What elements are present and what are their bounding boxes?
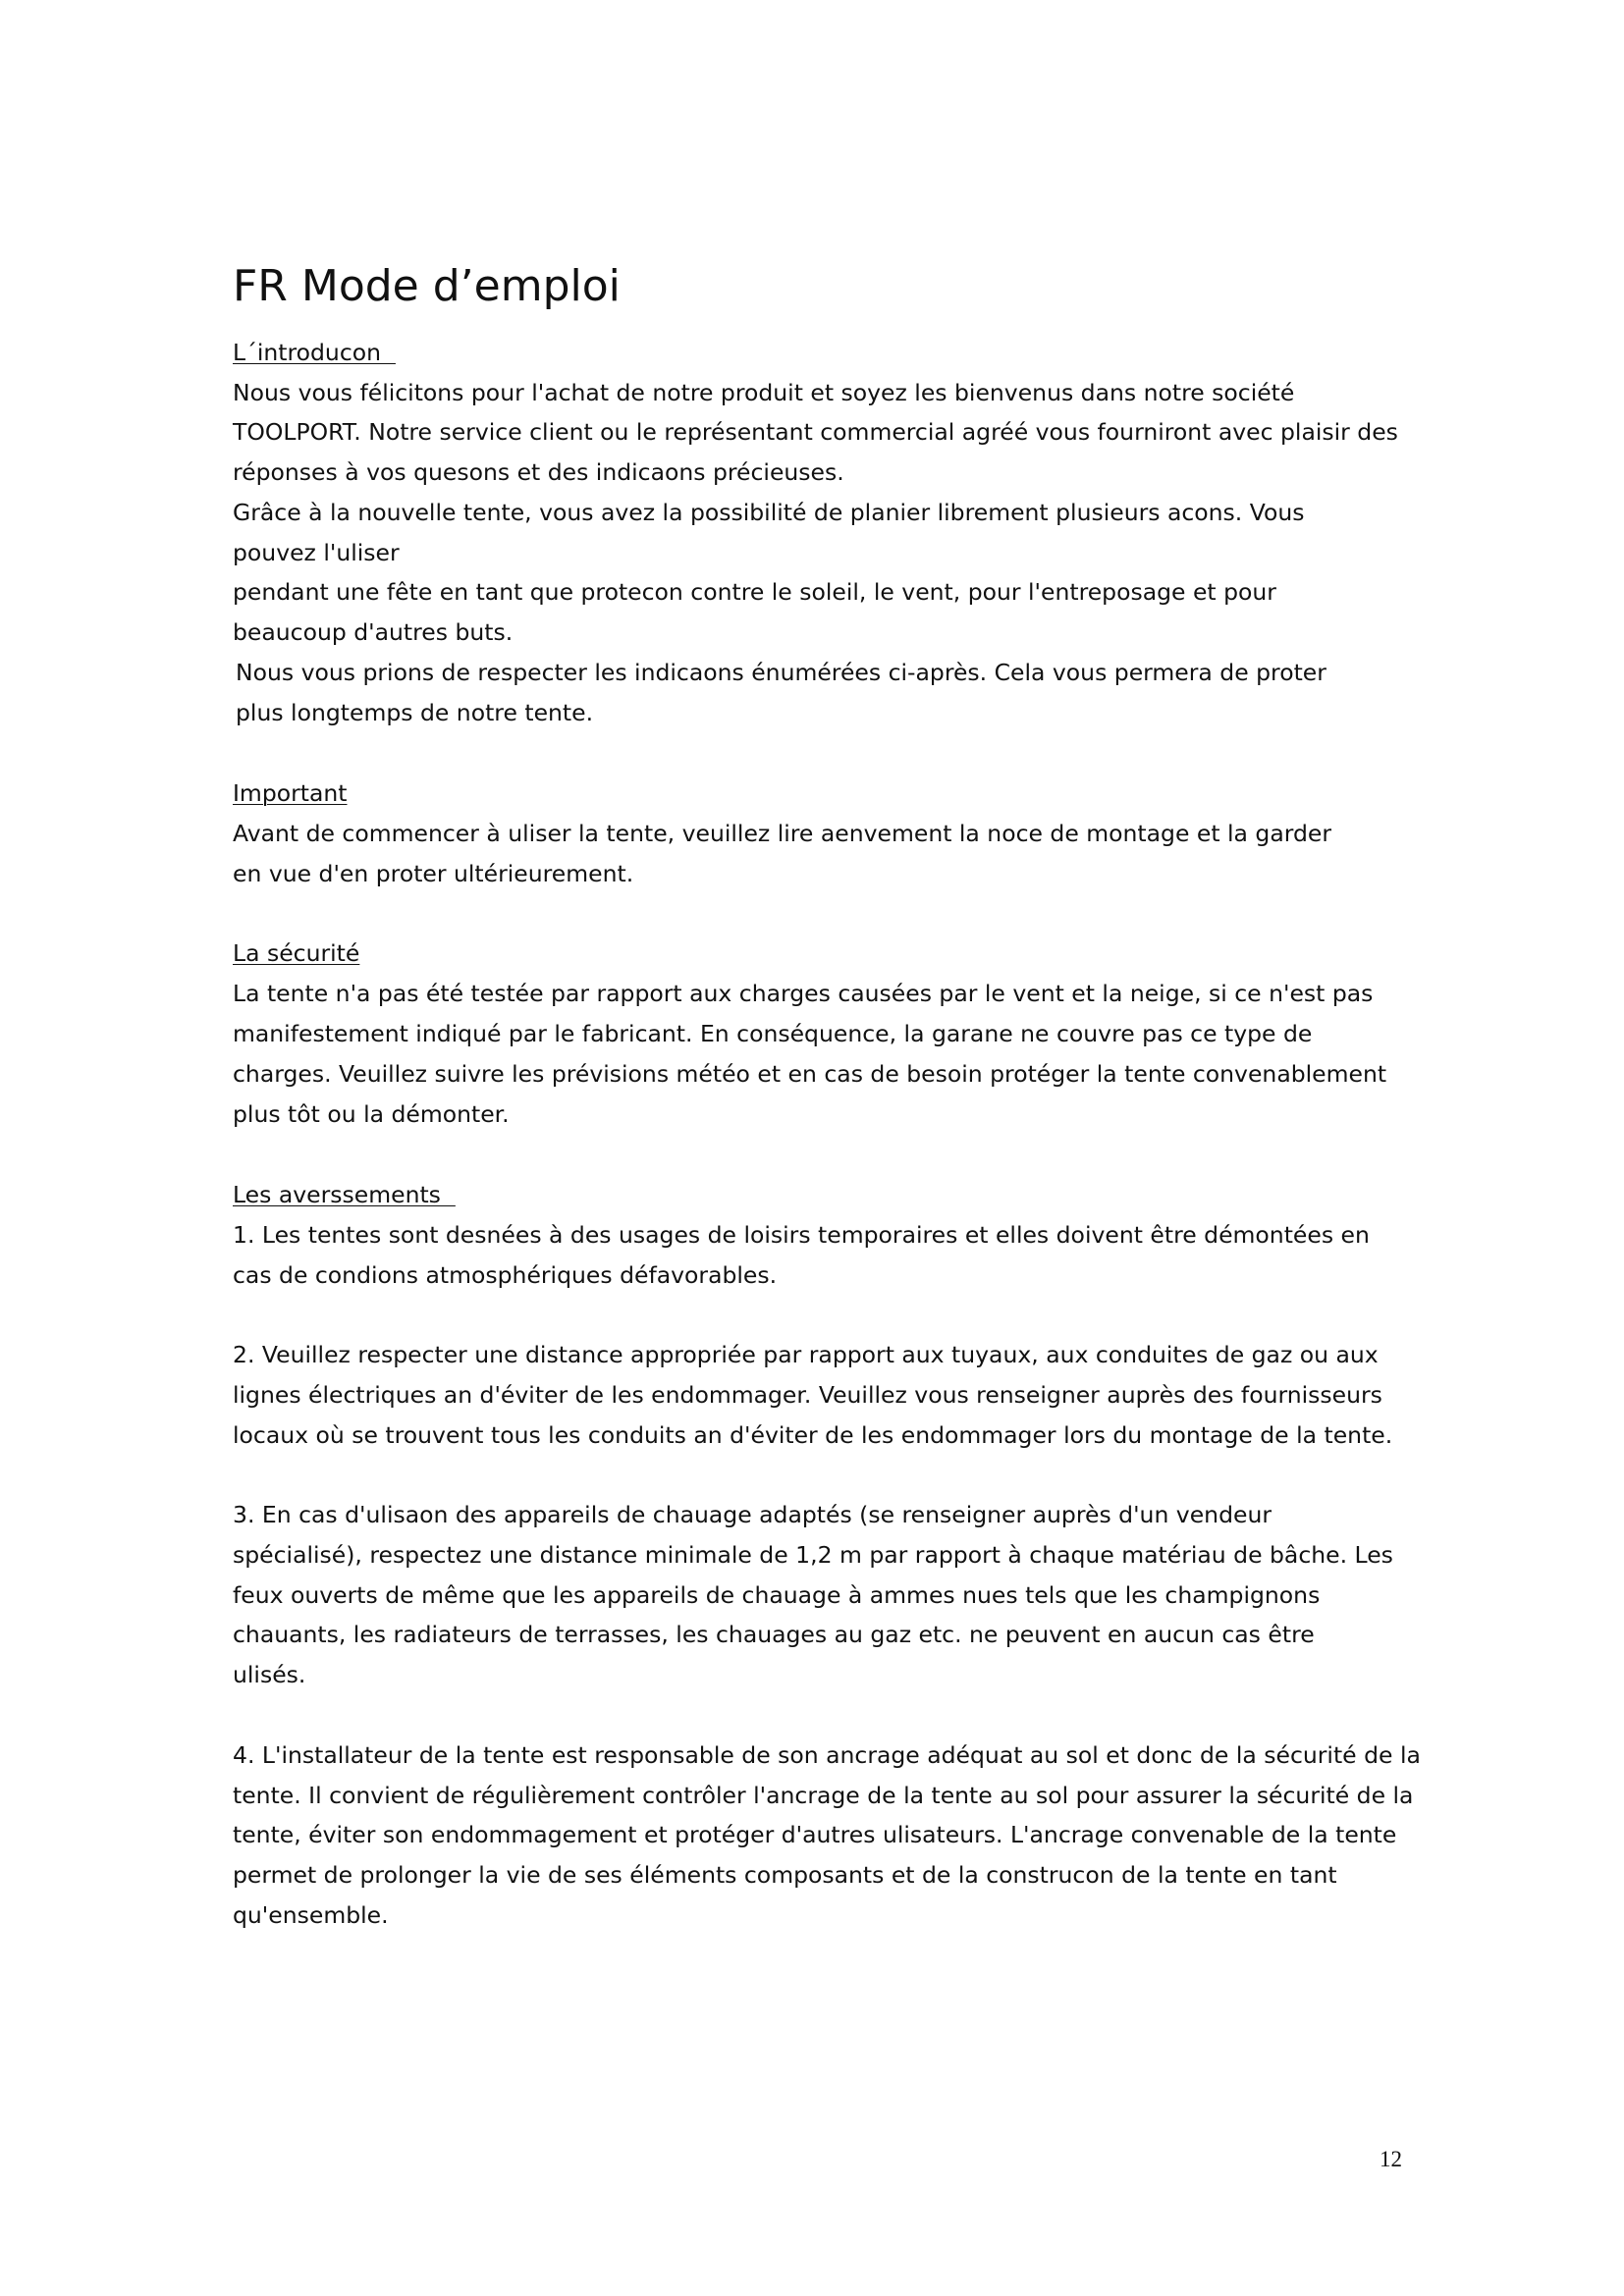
intro-line: TOOLPORT. Notre service client ou le représentant commercial agréé vous fourniront avec plaisir des xyxy=(233,418,1398,446)
warning-item-3-line: 3. En cas d'ulisaon des appareils de chauage adaptés (se renseigner auprès d'un vendeur xyxy=(233,1501,1272,1528)
intro-line: Nous vous prions de respecter les indicaons énumérées ci-après. Cela vous permera de proter xyxy=(236,659,1326,686)
section-heading-securite: La sécurité xyxy=(233,939,360,967)
warning-item-3-line: ulisés. xyxy=(233,1661,306,1688)
important-line: Avant de commencer à uliser la tente, veuillez lire aenvement la noce de montage et la garder xyxy=(233,820,1332,847)
section-heading-avertissements: Les averssements xyxy=(233,1181,456,1208)
intro-line: plus longtemps de notre tente. xyxy=(236,699,594,726)
page-number: 12 xyxy=(1380,2147,1402,2171)
important-line: en vue d'en proter ultérieurement. xyxy=(233,860,634,887)
intro-line: pendant une fête en tant que protecon contre le soleil, le vent, pour l'entreposage et pour xyxy=(233,578,1276,606)
intro-line: beaucoup d'autres buts. xyxy=(233,618,514,646)
intro-line: Grâce à la nouvelle tente, vous avez la possibilité de planier librement plusieurs acons. Vous xyxy=(233,499,1305,526)
warning-item-4-line: 4. L'installateur de la tente est responsable de son ancrage adéquat au sol et donc de la sécurité de la xyxy=(233,1741,1421,1769)
warning-item-4-line: qu'ensemble. xyxy=(233,1901,389,1929)
intro-line: réponses à vos quesons et des indicaons précieuses. xyxy=(233,458,844,486)
warning-item-2-line: 2. Veuillez respecter une distance appropriée par rapport aux tuyaux, aux conduites de gaz ou aux xyxy=(233,1341,1379,1368)
securite-line: charges. Veuillez suivre les prévisions météo et en cas de besoin protéger la tente convenablement xyxy=(233,1060,1387,1088)
warning-item-1-line: cas de condions atmosphériques défavorables. xyxy=(233,1261,778,1289)
warning-item-3-line: feux ouverts de même que les appareils de chauage à ammes nues tels que les champignons xyxy=(233,1581,1321,1609)
section-heading-important: Important xyxy=(233,779,348,807)
warning-item-3-line: spécialisé), respectez une distance minimale de 1,2 m par rapport à chaque matériau de bâche. Les xyxy=(233,1541,1393,1569)
securite-line: plus tôt ou la démonter. xyxy=(233,1100,510,1128)
intro-line: Nous vous félicitons pour l'achat de notre produit et soyez les bienvenus dans notre société xyxy=(233,379,1295,406)
warning-item-3-line: chauants, les radiateurs de terrasses, les chauages au gaz etc. ne peuvent en aucun cas être xyxy=(233,1621,1315,1648)
securite-line: manifestement indiqué par le fabricant. En conséquence, la garane ne couvre pas ce type de xyxy=(233,1020,1313,1047)
page-title: FR Mode d’emploi xyxy=(233,261,621,311)
section-heading-introduction: L´introducon xyxy=(233,339,396,366)
intro-line: pouvez l'uliser xyxy=(233,539,400,566)
warning-item-4-line: tente. Il convient de régulièrement contrôler l'ancrage de la tente au sol pour assurer la sécurité de la xyxy=(233,1782,1414,1809)
securite-line: La tente n'a pas été testée par rapport aux charges causées par le vent et la neige, si ce n'est pas xyxy=(233,980,1374,1007)
warning-item-4-line: permet de prolonger la vie de ses éléments composants et de la construcon de la tente en tant xyxy=(233,1861,1337,1889)
warning-item-4-line: tente, éviter son endommagement et protéger d'autres ulisateurs. L'ancrage convenable de la tente xyxy=(233,1821,1397,1848)
warning-item-2-line: lignes électriques an d'éviter de les endommager. Veuillez vous renseigner auprès des fournisseurs xyxy=(233,1381,1382,1409)
warning-item-2-line: locaux où se trouvent tous les conduits an d'éviter de les endommager lors du montage de la tente. xyxy=(233,1421,1393,1449)
warning-item-1-line: 1. Les tentes sont desnées à des usages de loisirs temporaires et elles doivent être démontées en xyxy=(233,1221,1370,1249)
